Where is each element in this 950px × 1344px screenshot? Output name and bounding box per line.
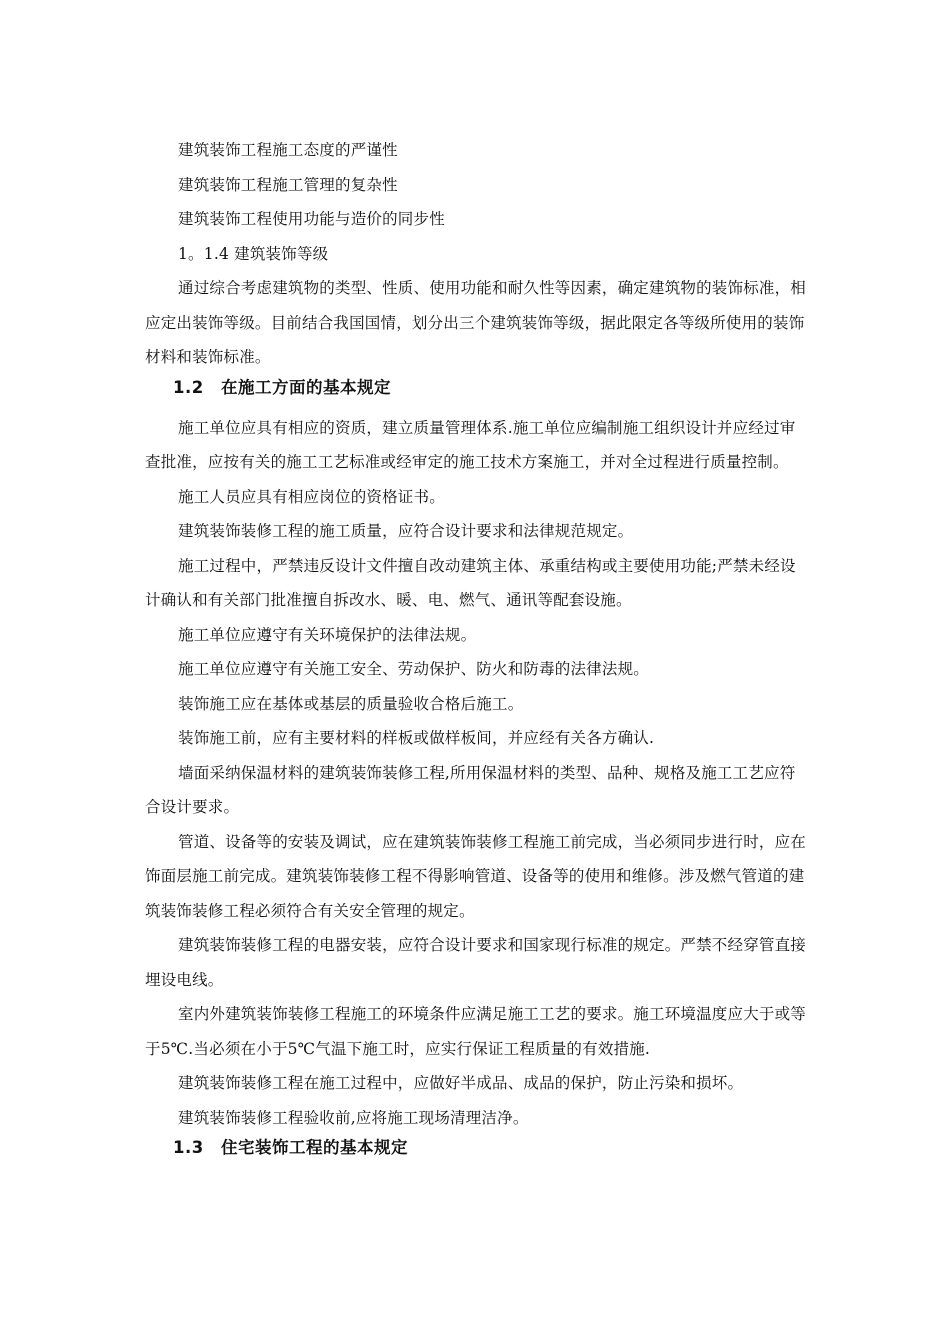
section-title: 住宅装饰工程的基本规定 <box>221 1138 408 1157</box>
paragraph: 管道、设备等的安装及调试，应在建筑装饰装修工程施工前完成，当必须同步进行时，应在饰面层施工前完成。建筑装饰装修工程不得影响管道、设备等的使用和维修。涉及燃气管道的建筑装饰装修工程必须符合有关安全管理的规定。 <box>145 832 807 920</box>
paragraph: 建筑装饰装修工程在施工过程中，应做好半成品、成品的保护，防止污染和损坏。 <box>178 1074 744 1092</box>
paragraph: 装饰施工应在基体或基层的质量验收合格后施工。 <box>178 694 524 713</box>
section-number: 1.3 <box>173 1138 204 1157</box>
paragraph: 室内外建筑装饰装修工程施工的环境条件应满足施工工艺的要求。施工环境温度应大于或等于5℃.当必须在小于5℃气温下施工时，应实行保证工程质量的有效措施. <box>145 1005 807 1058</box>
subsection-label: 1。1.4 建筑装饰等级 <box>178 244 329 263</box>
paragraph: 施工单位应遵守有关环境保护的法律法规。 <box>178 625 477 644</box>
paragraph: 建筑装饰装修工程验收前,应将施工现场清理洁净。 <box>178 1108 529 1127</box>
paragraph: 装饰施工前，应有主要材料的样板或做样板间，并应经有关各方确认. <box>178 729 655 747</box>
document-page <box>145 133 810 1161</box>
paragraph: 建筑装饰工程施工管理的复杂性 <box>178 175 398 194</box>
paragraph: 建筑装饰工程施工态度的严谨性 <box>178 141 398 159</box>
paragraph: 施工单位应具有相应的资质，建立质量管理体系.施工单位应编制施工组织设计并应经过审查批准，应按有关的施工工艺标准或经审定的施工技术方案施工，并对全过程进行质量控制。 <box>145 418 796 471</box>
paragraph: 通过综合考虑建筑物的类型、性质、使用功能和耐久性等因素，确定建筑物的装饰标准，相应定出装饰等级。目前结合我国国情，划分出三个建筑装饰等级，据此限定各等级所使用的装饰材料和装饰标准。 <box>145 279 807 366</box>
paragraph: 建筑装饰装修工程的施工质量，应符合设计要求和法律规范规定。 <box>178 522 634 540</box>
section-heading-1-2 <box>145 375 810 401</box>
paragraph: 施工过程中，严禁违反设计文件擅自改动建筑主体、承重结构或主要使用功能;严禁未经设计确认和有关部门批准擅自拆改水、暖、电、燃气、通讯等配套设施。 <box>145 556 796 609</box>
paragraph: 施工人员应具有相应岗位的资格证书。 <box>178 487 445 506</box>
paragraph: 施工单位应遵守有关施工安全、劳动保护、防火和防毒的法律法规。 <box>178 660 650 678</box>
section-title: 在施工方面的基本规定 <box>221 377 391 397</box>
section-heading-1-3 <box>145 1135 810 1161</box>
paragraph: 墙面采纳保温材料的建筑装饰装修工程,所用保温材料的类型、品种、规格及施工工艺应符合设计要求。 <box>145 763 796 816</box>
section-number: 1.2 <box>173 377 204 397</box>
paragraph: 建筑装饰装修工程的电器安装，应符合设计要求和国家现行标准的规定。严禁不经穿管直接埋设电线。 <box>145 936 807 989</box>
paragraph: 建筑装饰工程使用功能与造价的同步性 <box>178 210 445 228</box>
